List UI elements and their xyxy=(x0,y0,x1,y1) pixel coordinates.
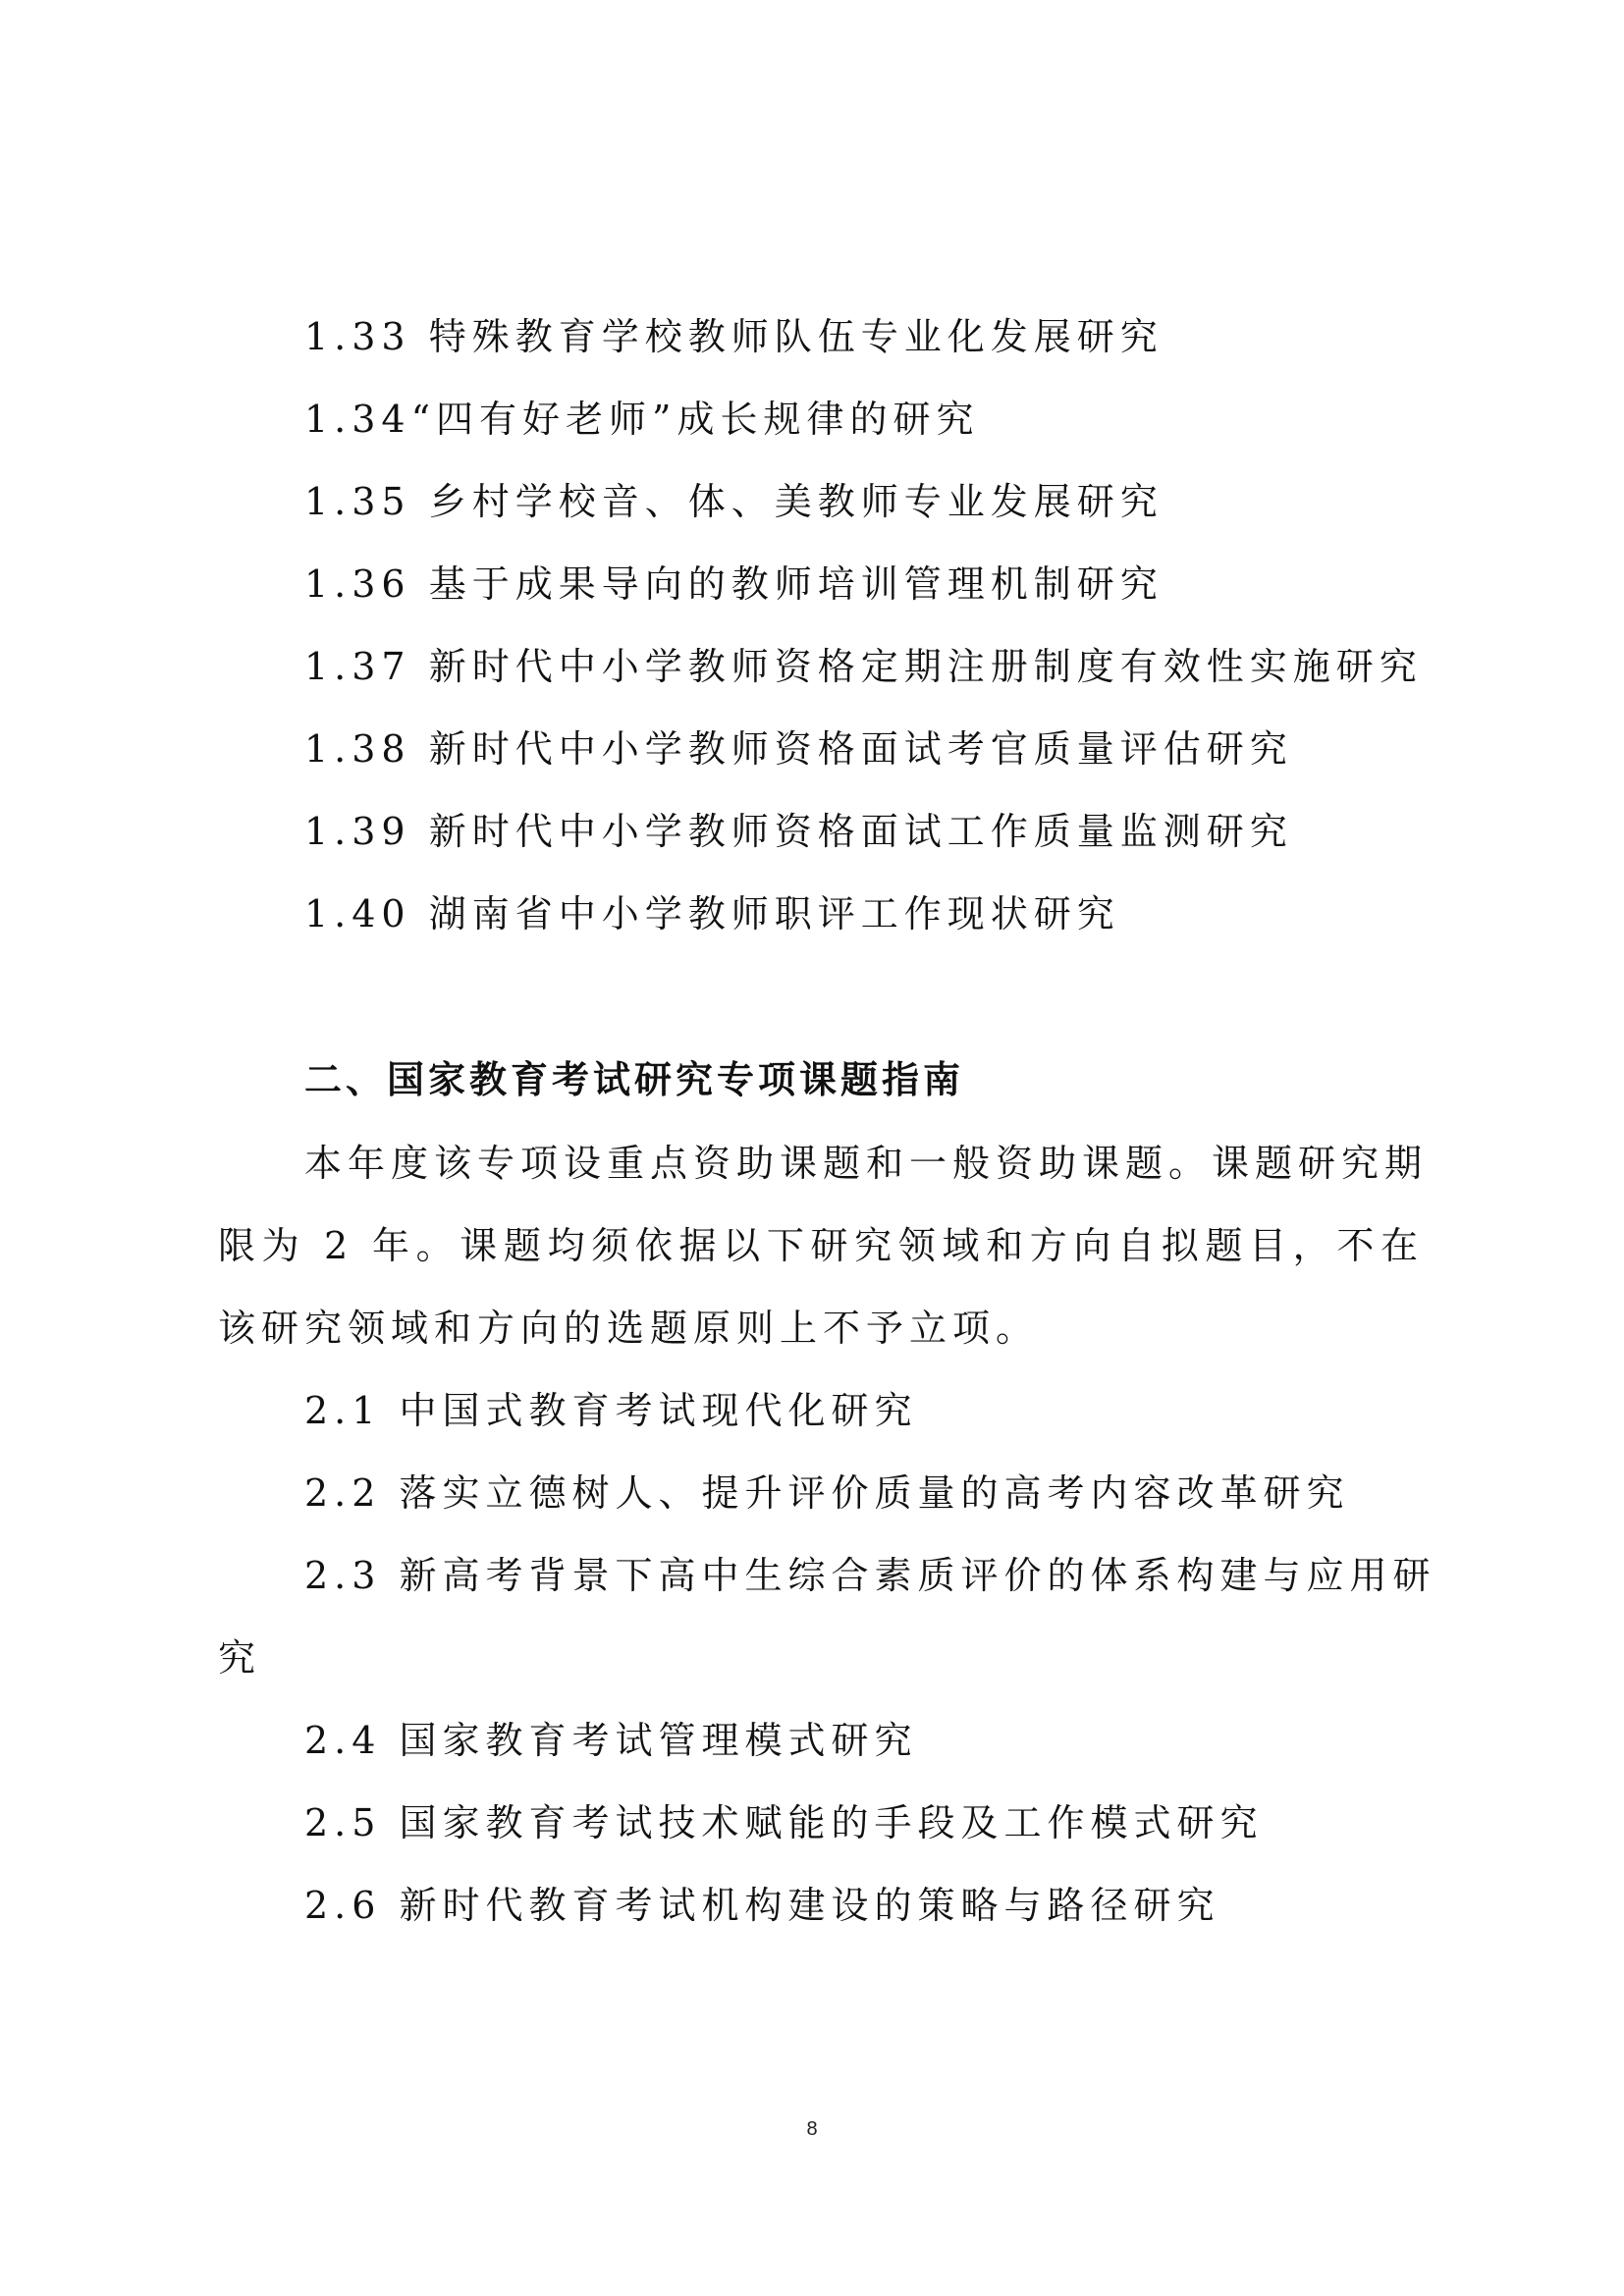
list-item-1-33: 1.33 特殊教育学校教师队伍专业化发展研究 xyxy=(304,315,1164,358)
section-heading: 二、国家教育考试研究专项课题指南 xyxy=(304,1058,965,1101)
list-item-2-6: 2.6 新时代教育考试机构建设的策略与路径研究 xyxy=(304,1884,1220,1927)
list-item-2-2: 2.2 落实立德树人、提升评价质量的高考内容改革研究 xyxy=(304,1471,1350,1515)
list-item-2-3-continued: 究 xyxy=(218,1636,262,1680)
list-item-1-39: 1.39 新时代中小学教师资格面试工作质量监测研究 xyxy=(304,810,1293,853)
list-item-2-5: 2.5 国家教育考试技术赋能的手段及工作模式研究 xyxy=(304,1801,1264,1844)
list-item-2-3: 2.3 新高考背景下高中生综合素质评价的体系构建与应用研 xyxy=(304,1554,1436,1597)
intro-paragraph-line-2: 限为 2 年。课题均须依据以下研究领域和方向自拟题目，不在 xyxy=(218,1224,1424,1267)
intro-paragraph-line-3: 该研究领域和方向的选题原则上不予立项。 xyxy=(218,1307,1040,1350)
list-item-2-4: 2.4 国家教育考试管理模式研究 xyxy=(304,1719,918,1762)
list-item-1-34: 1.34“四有好老师”成长规律的研究 xyxy=(304,398,980,441)
list-item-1-37: 1.37 新时代中小学教师资格定期注册制度有效性实施研究 xyxy=(304,645,1423,688)
list-item-1-40: 1.40 湖南省中小学教师职评工作现状研究 xyxy=(304,892,1120,935)
intro-paragraph-line-1: 本年度该专项设重点资助课题和一般资助课题。课题研究期 xyxy=(304,1142,1429,1185)
list-item-1-38: 1.38 新时代中小学教师资格面试考官质量评估研究 xyxy=(304,727,1293,771)
list-item-1-35: 1.35 乡村学校音、体、美教师专业发展研究 xyxy=(304,480,1164,523)
list-item-1-36: 1.36 基于成果导向的教师培训管理机制研究 xyxy=(304,562,1164,606)
list-item-2-1: 2.1 中国式教育考试现代化研究 xyxy=(304,1389,918,1432)
page-number: 8 xyxy=(806,2118,818,2140)
